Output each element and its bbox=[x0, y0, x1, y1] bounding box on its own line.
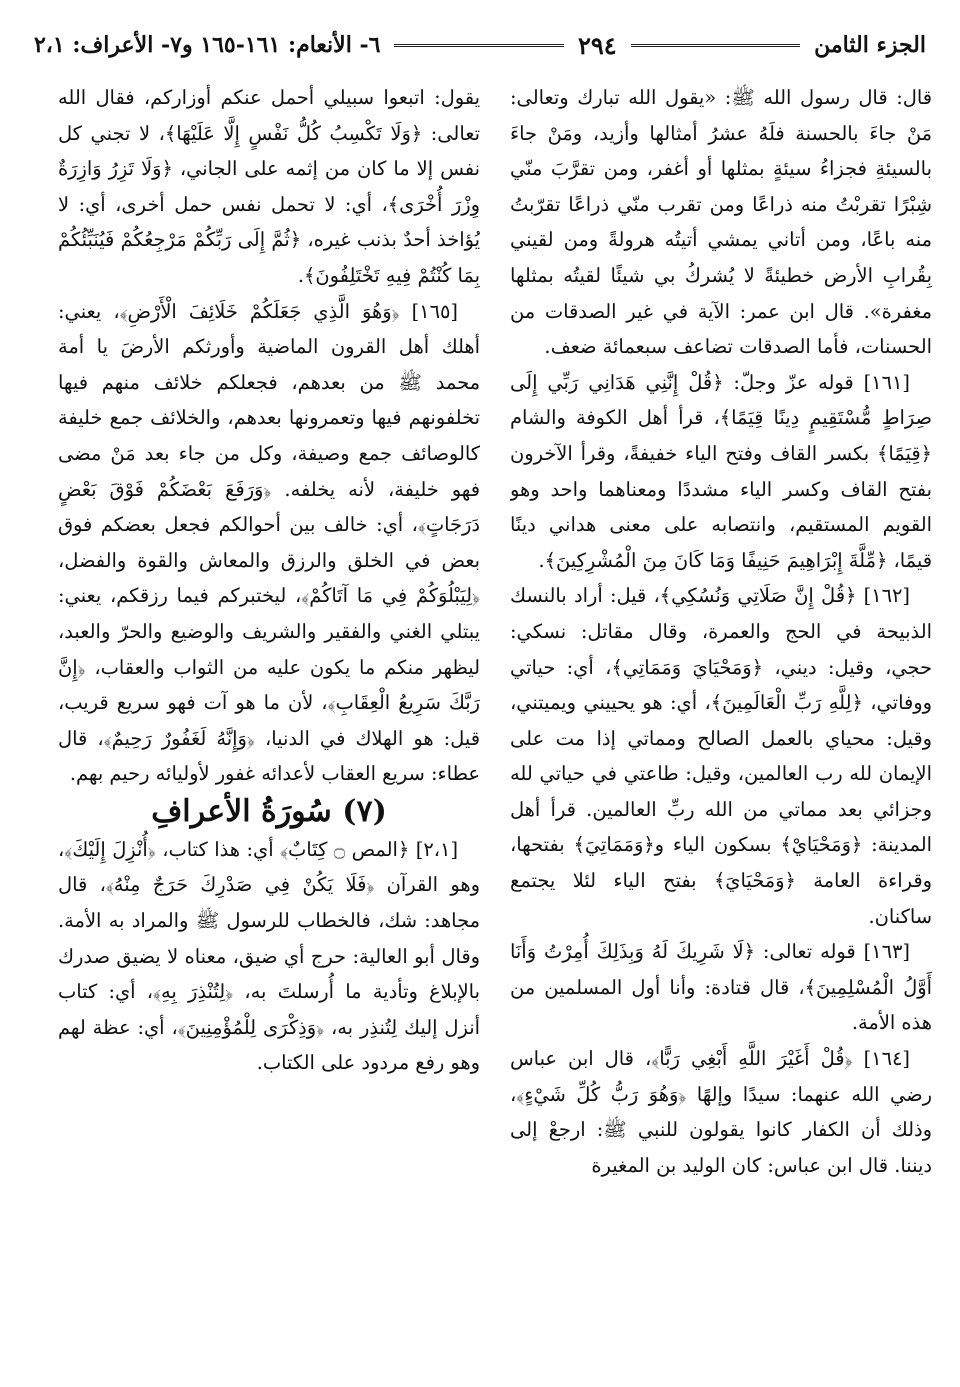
header-range: ٦- الأنعام: ١٦١-١٦٥ و٧- الأعراف: ٢،١ bbox=[33, 32, 381, 58]
header-rule-left bbox=[394, 44, 564, 47]
paragraph-continuation: يقول: اتبعوا سبيلي أحمل عنكم أوزاركم، فقال الله تعالى: ﴿وَلَا تَكْسِبُ كُلُّ نَفْسٍ إِلَّا عَلَيْهَا﴾، لا تجني كل نفس إلا ما كان من إثمه على الجاني، ﴿وَلَا تَزِرُ وَازِرَةٌ وِزْرَ أُخْرَى﴾، أي: لا تحمل نفس حمل أخرى، أي: لا يُؤاخذ أحدٌ بذنب غيره، ﴿ثُمَّ إِلَى رَبِّكُمْ مَرْجِعُكُمْ فَيُنَبِّئُكُمْ بِمَا كُنْتُمْ فِيهِ تَخْتَلِفُونَ﴾. bbox=[58, 86, 480, 287]
header-rule-right bbox=[631, 44, 801, 47]
paragraph-verse-164: [١٦٤] ﴿قُلْ أَغَيْرَ اللَّهِ أَبْغِي رَبًّا﴾، قال ابن عباس رضي الله عنهما: سيدًا وإلهًا ﴿وَهُوَ رَبُّ كُلِّ شَيْءٍ﴾، وذلك أن الكفار كانوا يقولون للنبي ﷺ: ارجعْ إلى ديننا. قال ابن عباس: كان الوليد بن المغيرة bbox=[510, 1047, 932, 1177]
page-header bbox=[34, 28, 926, 62]
paragraph-verse-163: [١٦٣] قوله تعالى: ﴿لَا شَرِيكَ لَهُ وَبِذَلِكَ أُمِرْتُ وَأَنَا أَوَّلُ الْمُسْلِمِينَ﴾، قال قتادة: وأنا أول المسلمين من هذه الأمة. bbox=[510, 940, 932, 1035]
paragraph-hadith: قال: قال رسول الله ﷺ: «يقول الله تبارك وتعالى: مَنْ جاءَ بالحسنة فلَهُ عشرُ أمثالها وأزيد، ومَنْ جاءَ بالسيئةِ فجزاءُ سيئةٍ بمثلها أو أغفر، ومن تقرَّبَ منّي شِبْرًا تقربْتُ منه ذراعًا ومن تقرب منّي ذراعًا تقرّبتُ منه باعًا، ومن أتاني يمشي أتيتُه هرولةً ومن لقيني بِقُرابِ الأرض خطيئةً لا يُشركُ بي شيئًا لقيتُه بمثلها مغفرة». قال ابن عمر: الآية في غير الصدقات من الحسنات، فأما الصدقات تضاعف سبعمائة ضعف. bbox=[510, 86, 932, 359]
paragraph-verse-161: [١٦١] قوله عزّ وجلّ: ﴿قُلْ إِنَّنِي هَدَانِي رَبِّي إِلَى صِرَاطٍ مُّسْتَقِيمٍ دِينًا قِيَمًا﴾، قرأ أهل الكوفة والشام ﴿قِيَمًا﴾ بكسر القاف وفتح الياء خفيفةً، وقرأ الآخرون بفتح القاف وكسر الياء مشددًا ومعناهما واحد وهو القويم المستقيم، وانتصابه على معنى هداني دينًا قيمًا، ﴿مِّلَّةَ إِبْرَاهِيمَ حَنِيفًا وَمَا كَانَ مِنَ الْمُشْرِكِينَ﴾. bbox=[510, 370, 932, 572]
left-column bbox=[58, 80, 480, 1370]
right-column bbox=[510, 80, 932, 1370]
surah-title: (٧) سُورَةُ الأعرافِ bbox=[151, 793, 387, 829]
paragraph-verse-162: [١٦٢] ﴿قُلْ إِنَّ صَلَاتِي وَنُسُكِي﴾، قيل: أراد بالنسك الذبيحة في الحج والعمرة، وقال مقاتل: نسكي: حجي، وقيل: ديني، ﴿وَمَحْيَايَ وَمَمَاتِي﴾، أي: حياتي ووفاتي، ﴿لِلَّهِ رَبِّ الْعَالَمِينَ﴾، أي: هو يحييني ويميتني، وقيل: محياي بالعمل الصالح ومماتي إذا مت على الإيمان لله رب العالمين، وقيل: طاعتي في حياتي لله وجزائي بعد مماتي من الله ربِّ العالمين. قرأ أهل المدينة: ﴿وَمَحْيَايْ﴾ بسكون الياء و﴿وَمَمَاتِيَ﴾ بفتحها، وقراءة العامة ﴿وَمَحْيَايَ﴾ بفتح الياء لئلا يجتمع ساكنان. bbox=[510, 584, 932, 928]
page-number: ٢٩٤ bbox=[577, 30, 617, 60]
paragraph-verse-1-2: [٢،١] ﴿المص ۝ كِتَابٌ﴾ أي: هذا كتاب، ﴿أُنْزِلَ إِلَيْكَ﴾، وهو القرآن ﴿فَلَا يَكُنْ فِي صَدْرِكَ حَرَجٌ مِنْهُ﴾، قال مجاهد: شك، فالخطاب للرسول ﷺ والمراد به الأمة. وقال أبو العالية: حرج أي ضيق، معناه لا يضيق صدرك بالإبلاغ وتأدية ما أُرسلتَ به، ﴿لِتُنْذِرَ بِهِ﴾، أي: كتاب أنزل إليك لِتُنذِر به، ﴿وَذِكْرَى لِلْمُؤْمِنِينَ﴾، أي: عظة لهم وهو رفع مردود على الكتاب. bbox=[58, 837, 480, 1075]
part-title: الجزء الثامن bbox=[814, 32, 926, 58]
paragraph-verse-165: [١٦٥] ﴿وَهُوَ الَّذِي جَعَلَكُمْ خَلَائِفَ الْأَرْضِ﴾، يعني: أهلك أهل القرون الماضية وأورثكم الأرضَ يا أمة محمد ﷺ من بعدهم، فجعلكم خلائف منهم فيها تخلفونهم فيها وتعمرونها بعدهم، والخلائف جمع خليفة كالوصائف جمع وصيفة، وكل من جاء بعد مَنْ مضى فهو خليفة، لأنه يخلفه. ﴿وَرَفَعَ بَعْضَكُمْ فَوْقَ بَعْضٍ دَرَجَاتٍ﴾، أي: خالف بين أحوالكم فجعل بعضكم فوق بعض في الخلق والرزق والمعاش والقوة والفضل، ﴿لِيَبْلُوَكُمْ فِي مَا آتَاكُمْ﴾، ليختبركم فيما رزقكم، يعني: يبتلي الغني والفقير والشريف والوضيع والحرّ والعبد، ليظهر منكم ما يكون عليه من الثواب والعقاب، ﴿إِنَّ رَبَّكَ سَرِيعُ الْعِقَابِ﴾، لأن ما هو آت فهو سريع قريب، قيل: هو الهلاك في الدنيا، ﴿وَإِنَّهُ لَغَفُورٌ رَحِيمٌ﴾، قال عطاء: سريع العقاب لأعدائه غفور لأوليائه رحيم بهم. bbox=[58, 299, 480, 786]
